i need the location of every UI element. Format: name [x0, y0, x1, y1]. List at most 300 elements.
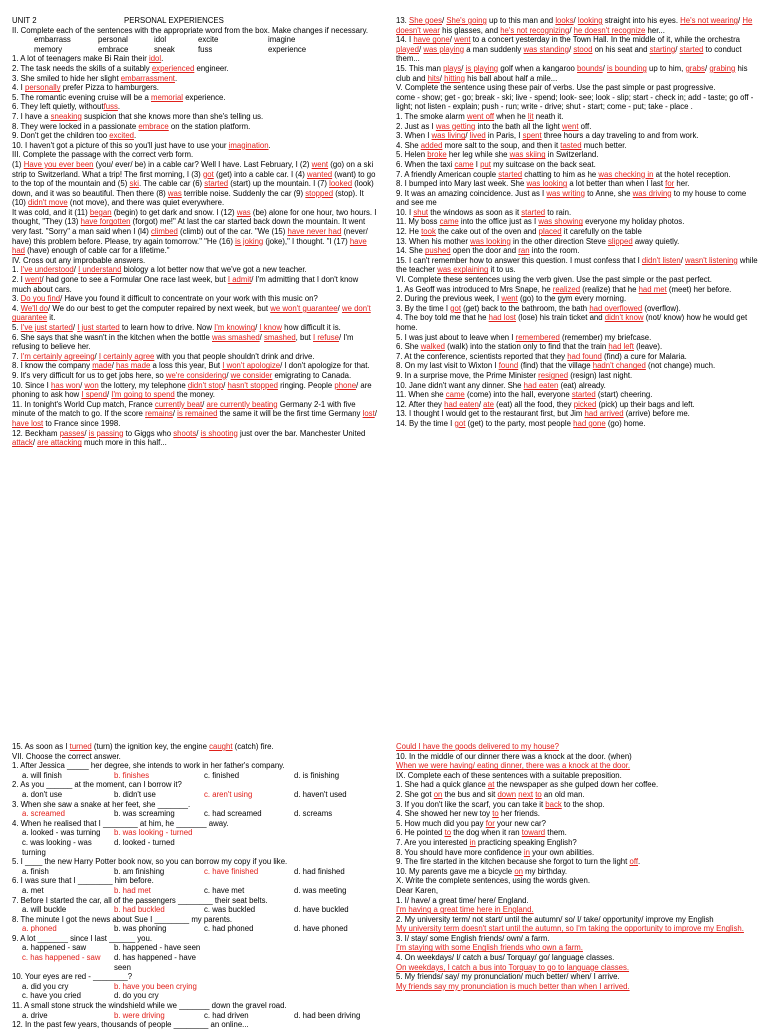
answer-option: d. have buckled — [294, 905, 349, 915]
answer-text: got — [454, 418, 466, 428]
text-line: 2. As you ______ at the moment, can I borrow it? — [12, 780, 182, 790]
answer-text: have forgotten — [80, 217, 131, 227]
answer-option: a. happened - saw — [22, 943, 87, 953]
answer-option: a. did you cry — [22, 981, 69, 991]
text-line — [396, 982, 758, 992]
answer-options — [12, 867, 377, 877]
answer-option: d. had been driving — [294, 1010, 361, 1020]
text-line: 6. She says that she wasn't in the kitchen when the bottle was smashed/ smashed, but I refuse/ I'm refusing to believe her. — [12, 332, 354, 352]
answer-text: put — [480, 159, 491, 169]
answer-option: a. met — [22, 885, 44, 895]
text-line: Dear Karen, — [396, 885, 439, 895]
word-box-item: idol — [154, 35, 167, 45]
text-line: 2. During the previous week, I went (go) to the gym every morning. — [396, 294, 627, 304]
text-line: 2. The task needs the skills of a suitably experienced engineer. — [12, 63, 229, 73]
answer-text: currently beat — [154, 399, 203, 409]
answer-option: c. had screamed — [204, 809, 262, 819]
word-box-item: embrace — [98, 44, 129, 54]
answer-option: b. happened - have seen — [114, 943, 201, 953]
text-line: 4. We'll do/ We do our best to get the computer repaired by next week, but we won't guarantee/ we don't guarantee it. — [12, 303, 371, 323]
text-line: IV. Cross out any improbable answers. — [12, 255, 146, 265]
unit-title: PERSONAL EXPERIENCES — [124, 16, 224, 25]
text-line — [396, 963, 758, 973]
answer-text: took — [421, 227, 436, 237]
answer-options — [12, 905, 377, 915]
answer-text: She's going — [446, 16, 487, 25]
answer-text: in — [469, 837, 476, 847]
word-box-row — [34, 35, 377, 45]
answer-text: He's not wearing — [680, 16, 738, 25]
answer-text: picked — [573, 399, 597, 409]
answer-text: smashed — [264, 332, 296, 342]
answer-text: was getting — [435, 121, 476, 131]
answer-text: broke — [427, 150, 447, 160]
page-title — [12, 16, 377, 26]
text-line: (1) Have you ever been (you/ ever/ be) in a cable car? Well I have. Last February, I (2) went (go) on a ski strip to Switzerland. What a trip! The first morning, I (3) got (get) into a cable car. I (4) wanted (want) to go to the top of the mountain and (5) ski. The cable car (6) started (start) up the mountain. I (7) looked (look) down, and it was so beautiful. Then there (8) was terrible noise. Suddenly the car (9) stopped (stop). It (10) didn't move (not move), and there was quiet everywhere. — [12, 159, 376, 208]
answer-options — [12, 953, 377, 972]
text-line: VII. Choose the correct answer. — [12, 751, 121, 761]
answer-option: d. haven't used — [294, 789, 347, 799]
answer-text: grabing — [709, 63, 736, 73]
answer-options — [12, 771, 377, 781]
answer-text: is passing — [88, 428, 124, 438]
answer-text: is playing — [465, 63, 499, 73]
answer-text: phone — [334, 380, 357, 390]
text-line: II. Complete each of the sentences with the appropriate word from the box. Make changes if necessary. — [12, 25, 369, 35]
answer-option: c. had phoned — [204, 924, 254, 934]
text-line: 13. When his mother was looking in the other direction Steve slipped away quietly. — [396, 236, 680, 246]
answer-text: off — [629, 857, 639, 867]
text-line: 12. In the past few years, thousands of people ________ an online... — [12, 1020, 249, 1030]
answer-text: went — [454, 35, 471, 45]
text-line: 8. On my last visit to Wixton I found (find) that the village hadn't changed (not change) much. — [396, 361, 716, 371]
answer-text: lit — [527, 111, 534, 121]
answer-text: in — [523, 847, 530, 857]
text-line: 5. How much did you pay for your new car? — [396, 818, 546, 828]
answer-text: idol — [148, 54, 162, 64]
answer-options — [12, 924, 377, 934]
answer-text: placed — [538, 227, 562, 237]
answer-text: When we were having/ eating dinner, there was a knock at the door. — [396, 761, 631, 771]
answer-text: I'm staying with some English friends who own a farm. — [396, 943, 583, 953]
text-line: 8. They were locked in a passionate embrace on the station platform. — [12, 121, 251, 131]
answer-text: pushed — [425, 246, 451, 256]
answer-text: I've understood — [20, 265, 74, 275]
answer-text: was living — [431, 131, 466, 141]
answer-text: My university term doesn't start until the autumn, so I'm taking the opportunity to improve my English. — [396, 924, 744, 934]
text-line: 1. After Jessica _____ her degree, she intends to work in her father's company. — [12, 761, 285, 771]
answer-text: won — [84, 380, 99, 390]
answer-text: back — [545, 799, 562, 809]
text-line: 11. A small stone struck the windshield while we _______ down the gravel road. — [12, 1001, 287, 1011]
text-line: 6. I was sure that I ________ him before. — [12, 876, 154, 886]
answer-text: hasn't stopped — [227, 380, 278, 390]
answer-option: a. drive — [22, 1010, 48, 1020]
answer-text: sneaking — [50, 111, 82, 121]
text-line: VI. Complete these sentences using the verb given. Use the past simple or the past perfect. — [396, 275, 712, 285]
text-line: 13. I thought I would get to the restaurant first, but Jim had arrived (arrive) before me. — [396, 409, 690, 419]
answer-text: he's not recognizing — [500, 25, 570, 35]
answer-text: caught — [209, 742, 233, 751]
answer-option: d. has happened - have seen — [114, 953, 196, 972]
answer-text: was standing — [523, 44, 569, 54]
answer-text: played — [396, 44, 419, 54]
text-line: 14. By the time I got (get) to the party, most people had gone (go) home. — [396, 418, 646, 428]
answer-option: a. will buckle — [22, 905, 67, 915]
answer-text: I understand — [78, 265, 122, 275]
text-line: 2. My university term/ not start/ until the autumn/ so/ I/ take/ opportunity/ improve my English — [396, 914, 714, 924]
answer-option — [204, 828, 294, 838]
answer-text: I won't apologize — [222, 361, 281, 371]
answer-text: had eaten — [444, 399, 479, 409]
text-line — [396, 943, 758, 953]
answer-option — [204, 982, 294, 992]
answer-option: a. finish — [22, 866, 49, 876]
text-line: 8. I know the company made/ has made a loss this year, But I won't apologize/ I don't apologize for that. — [12, 361, 370, 371]
text-line: 1. She had a quick glance at the newspaper as she gulped down her coffee. — [396, 780, 659, 790]
answer-text: walked — [420, 342, 445, 352]
text-line: 7. A friendly American couple started chatting to him as he was checking in at the hotel reception. — [396, 169, 731, 179]
text-line: 9. The fire started in the kitchen because she forgot to turn the light off. — [396, 857, 641, 867]
text-line: 10. I shut the windows as soon as it started to rain. — [396, 207, 572, 217]
unit-label: UNIT 2 — [12, 16, 37, 25]
answer-option: c. have you cried — [22, 991, 81, 1001]
text-line: V. Complete the sentence using these pair of verbs. Use the past simple or past progressive. — [396, 83, 716, 93]
answer-text: ran — [518, 246, 530, 256]
answer-text: was looking — [526, 179, 568, 189]
answer-text: didn't know — [604, 313, 644, 323]
text-line: 5. The romantic evening cruise will be a memorial experience. — [12, 92, 226, 102]
text-line: 5. I was just about to leave when I remembered (remember) my briefcase. — [396, 332, 652, 342]
text-line: 3. When she saw a snake at her feet, she _______. — [12, 799, 191, 809]
text-line: 12. After they had eaten/ ate (eat) all the food, they picked (pick) up their bags and left. — [396, 399, 695, 409]
answer-text: memorial — [150, 92, 184, 102]
answer-text: Do you find — [20, 294, 61, 304]
answer-text: hadn't changed — [592, 361, 646, 371]
answer-text: was smashed — [212, 332, 260, 342]
text-line: 3. When I was living/ lived in Paris, I spent three hours a day traveling to and from work. — [396, 131, 699, 141]
answer-text: experienced — [151, 63, 195, 73]
answer-option: d. have phoned — [294, 924, 348, 934]
answer-option: c. have met — [204, 885, 245, 895]
answer-text: has won — [51, 380, 81, 390]
text-line: 14. She pushed open the door and ran into the room. — [396, 246, 580, 256]
answer-text: Have you ever been — [23, 159, 94, 169]
text-line: 7. At the conference, scientists reported that they had found (find) a cure for Malaria. — [396, 351, 687, 361]
answer-text: got — [450, 303, 462, 313]
answer-text: toward — [521, 828, 546, 838]
answer-text: was playing — [423, 44, 465, 54]
text-line: 1. As Geoff was introduced to Mrs Snape, he realized (realize) that he had met (meet) her before. — [396, 284, 732, 294]
answer-text: to — [492, 809, 499, 819]
answer-text: realized — [552, 284, 581, 294]
answer-text: have never had — [287, 227, 342, 237]
text-line: 4. On weekdays/ I/ catch a bus/ Torquay/ go/ language classes. — [396, 953, 615, 963]
answer-text: I know — [259, 323, 282, 332]
answer-text: is bounding — [606, 63, 647, 73]
answer-options — [12, 828, 377, 838]
text-line: 3. She smiled to hide her slight embarrassment. — [12, 73, 178, 83]
text-line: 6. He pointed to the dog when it ran toward them. — [396, 828, 567, 838]
answer-text: fuss — [103, 102, 118, 112]
answer-text: shoots — [173, 428, 197, 438]
answer-text: went — [562, 121, 579, 131]
word-box-item: sneak — [154, 44, 175, 54]
text-line: 2. I went/ had gone to see a Formular One race last week, but I admit/ I'm admitting that I don't know much about cars. — [12, 275, 359, 294]
answer-text: attack — [12, 438, 33, 448]
answer-option: d. screams — [294, 809, 333, 819]
text-line: 10. I haven't got a picture of this so you'll just have to use your imagination. — [12, 140, 271, 150]
answer-text: came — [439, 217, 459, 227]
answer-text: I'm going to spend — [111, 390, 175, 400]
answer-text: I'm having a great time here in England. — [396, 905, 534, 915]
answer-text: ate — [483, 399, 494, 409]
answer-text: had met — [638, 284, 667, 294]
answer-text: remembered — [515, 332, 560, 342]
text-line: 3. Do you find/ Have you found it difficult to concentrate on your work with this music on? — [12, 294, 318, 304]
text-line: 7. I have a sneaking suspicion that she knows more than she's telling us. — [12, 111, 264, 121]
answer-text: added — [420, 140, 443, 150]
answer-text: went — [501, 294, 518, 304]
answer-text: we won't guarantee — [270, 303, 338, 313]
text-line: 1. A lot of teenagers make Bi Rain their idol. — [12, 54, 164, 64]
answer-option: b. was looking - turned — [114, 828, 193, 838]
answer-text: had arrived — [584, 409, 624, 419]
answer-text: looked — [329, 179, 353, 189]
answer-text: remains — [145, 409, 173, 419]
answer-text: started — [679, 44, 704, 54]
text-line: 10. Since I has won/ won the lottery, my telephone didn't stop/ hasn't stopped ringing. People phone/ are phoning to ask how I spend/ I'm going to spend the money. — [12, 380, 372, 400]
text-line: 10. In the middle of our dinner there was a knock at the door. (when) — [396, 751, 632, 761]
answer-option: b. finishes — [114, 770, 150, 780]
answer-text: plays — [443, 63, 462, 73]
answer-text: I admit — [227, 275, 252, 285]
answer-text: have gone — [413, 35, 450, 45]
answer-option: c. was looking - was turning — [22, 837, 92, 857]
text-line: 1. I/ have/ a great time/ here/ England. — [396, 895, 529, 905]
answer-option: d. had finished — [294, 866, 345, 876]
answer-option: c. finished — [204, 770, 240, 780]
answer-text: have had — [12, 236, 367, 256]
answer-text: had overflowed — [589, 303, 643, 313]
answer-text: My friends say my pronunciation is much better than when I arrived. — [396, 981, 630, 991]
answer-text: had eaten — [523, 380, 559, 390]
answer-text: I'm knowing — [214, 323, 256, 332]
text-line: It was cold, and it (11) began (begin) to get dark and snow. I (12) was (be) alone for one hour, two hours. I thought, "They (13) have forgotten (forgot) me!" At last the car started back down the mountain. It went very fast. "Sorry" a man said when I (l4) climbed (climb) out of the car. "We (15) have never had (never/ have) this problem before. Please, try again tomorrow." "He (16) is joking (joke)," I thought. "I (17) have had (have) enough of cable car for a lifetime." — [12, 207, 377, 256]
answer-text: tasted — [560, 140, 582, 150]
answer-option: b. didn't use — [114, 789, 156, 799]
text-line: 11. When she came (come) into the hall, everyone started (start) cheering. — [396, 390, 653, 400]
text-line: 15. I can't remember how to answer this question. I must confess that I didn't listen/ wasn't listening while the teacher was explaining it to us. — [396, 255, 758, 275]
text-line — [396, 742, 758, 752]
answer-text: was showing — [538, 217, 583, 227]
answer-option: c. aren't using — [204, 789, 253, 799]
answer-text: excited — [109, 131, 134, 141]
answer-text: I've just started — [20, 323, 73, 332]
text-line: IX. Complete each of these sentences with a suitable preposition. — [396, 770, 622, 780]
text-line: 4. When he realised that I ________ at him, he _______ away. — [12, 818, 229, 828]
answer-text: I just started — [77, 323, 120, 332]
answer-text: was writing — [546, 188, 585, 198]
answer-text: came — [454, 159, 474, 169]
text-line: 1. I've understood/ I understand biology a lot better now that we've got a new teacher. — [12, 265, 307, 275]
text-line: 9. A lot _______ since I last ______ you. — [12, 933, 153, 943]
answer-text: was — [236, 207, 251, 217]
answer-text: had left — [608, 342, 634, 352]
text-line: 4. I personally prefer Pizza to hamburgers. — [12, 83, 159, 93]
text-line: 3. By the time I got (get) back to the bathroom, the bath had overflowed (overflow). — [396, 303, 681, 313]
text-line: 5. My friends/ say/ my pronunciation/ much better/ when/ I arrive. — [396, 972, 620, 982]
answer-text: was — [167, 188, 182, 198]
word-box-item: personal — [98, 35, 128, 45]
text-line: 1. The smoke alarm went off when he lit neath it. — [396, 111, 564, 121]
answer-options — [12, 1011, 377, 1021]
answer-option: d. was meeting — [294, 885, 347, 895]
answer-text: didn't listen — [641, 255, 681, 265]
answer-text: had gone — [573, 418, 606, 428]
answer-text: hits — [427, 73, 440, 83]
answer-text: was explaining — [437, 265, 489, 275]
answer-text: On weekdays, I catch a bus into Torquay to go to language classes. — [396, 962, 630, 972]
answer-text: looking — [577, 16, 603, 25]
text-line: 14. I have gone/ went to a concert yesterday in the Town Hall. In the middle of it, while the orchestra played/ was playing a man suddenly was standing/ stood on his seat and starting/ started to conduct them... — [396, 35, 742, 64]
answer-text: lived — [469, 131, 486, 141]
answer-text: we're considering — [165, 370, 227, 380]
answer-text: went — [25, 275, 42, 285]
text-line: 12. He took the cake out of the oven and placed it carefully on the table — [396, 227, 642, 237]
text-line: 15. This man plays/ is playing golf when a kangaroo bounds/ is bounding up to him, grabs/ grabing his club and hits/ hitting his ball about half a mile... — [396, 63, 748, 83]
answer-text: we consider — [230, 370, 273, 380]
answer-text: on — [514, 866, 523, 876]
answer-text: wasn't listening — [685, 255, 738, 265]
answer-option: d. do you cry — [114, 991, 159, 1001]
answer-text: didn't stop — [187, 380, 224, 390]
answer-text: spent — [522, 131, 542, 141]
answer-text: got — [202, 169, 214, 179]
text-line: 8. I bumped into Mary last week. She was looking a lot better than when I last for her. — [396, 179, 690, 189]
answer-text: went off — [466, 111, 495, 121]
answer-text: started — [521, 207, 546, 217]
text-line: 7. I'm certainly agreeing/ I certainly agree with you that people shouldn't drink and drive. — [12, 351, 315, 361]
text-line: 7. Are you interested in practicing speaking English? — [396, 837, 577, 847]
text-line: 12. Beckham passes/ is passing to Giggs who shoots/ is shooting just over the bar. Manchester United attack/ are attacking much more in this half... — [12, 428, 366, 448]
answer-text: at — [487, 780, 495, 790]
answer-options — [12, 790, 377, 800]
text-line: 8. You should have more confidence in your own abilities. — [396, 847, 595, 857]
answer-text: started — [498, 169, 523, 179]
answer-option: d. looked - turned — [114, 837, 175, 847]
word-box-item: memory — [34, 44, 63, 54]
answer-text: to — [535, 789, 542, 799]
answer-text: have lost — [12, 418, 44, 428]
text-line: 7. Before I started the car, all of the passengers ________ their seat belts. — [12, 895, 268, 905]
answer-option: a. phoned — [22, 924, 57, 934]
answer-option: b. had buckled — [114, 905, 165, 915]
text-line — [396, 905, 758, 915]
answer-options — [12, 943, 377, 953]
answer-option: c. has happened - saw — [22, 953, 101, 963]
answer-option: a. don't use — [22, 789, 63, 799]
answer-text: imagination — [228, 140, 269, 150]
word-box-item: excite — [198, 35, 219, 45]
answer-text: wanted — [306, 169, 333, 179]
answer-text: She goes — [409, 16, 442, 25]
answer-text: made — [92, 361, 112, 371]
answer-text: was skiing — [509, 150, 546, 160]
text-line: III. Complete the passage with the correct verb form. — [12, 150, 194, 160]
answer-text: embrace — [138, 121, 169, 131]
answer-text: next — [518, 789, 534, 799]
answer-option — [204, 943, 294, 953]
answer-option: a. screamed — [22, 809, 65, 819]
answer-text: had lost — [488, 313, 516, 323]
answer-text: embarrassment — [120, 73, 175, 83]
text-line: 13. She goes/ She's going up to this man and looks/ looking straight into his eyes. He's not wearing/ He doesn't wear his glasses, and he's not recognizing/ he doesn't recognize her... — [396, 16, 753, 35]
answer-options — [12, 982, 377, 992]
answer-text: stood — [573, 44, 593, 54]
answer-option — [204, 838, 294, 857]
answer-text: are currently beating — [206, 399, 278, 409]
answer-text: was looking — [470, 236, 511, 246]
text-line: 2. She got on the bus and sit down next to an old man. — [396, 789, 585, 799]
answer-text: on — [433, 789, 443, 799]
quadrant-bottom-right — [396, 742, 758, 1024]
quadrant-bottom-left — [12, 742, 377, 1030]
text-line: 10. My parents gave me a bicycle on my birthday. — [396, 866, 568, 876]
text-line: 5. I've just started/ I just started to learn how to drive. Now I'm knowing/ I know how difficult it is. — [12, 323, 341, 332]
answer-text: grabs — [685, 63, 705, 73]
text-line: 6. When the taxi came I put my suitcase on the back seat. — [396, 159, 596, 169]
answer-text: for — [665, 179, 675, 189]
answer-text: came — [445, 390, 465, 400]
answer-text: We'll do — [20, 303, 49, 313]
answer-text: personally — [25, 83, 61, 93]
quadrant-top-right — [396, 16, 758, 676]
answer-text: looks — [555, 16, 574, 25]
answer-option: b. were driving — [114, 1010, 165, 1020]
text-line: 15. As soon as I turned (turn) the ignition key, the engine caught (catch) fire. — [12, 742, 274, 751]
text-line: come - show; get - go; break - ski; live - spend; look- see; look - slip; start - check in; add - taste; go off - light; not listen - explain; push - run; write - drive; shut - start; come - put; take - place . — [396, 92, 754, 112]
text-line: 2. Just as I was getting into the bath all the light went off. — [396, 121, 592, 131]
answer-option: b. was screaming — [114, 809, 175, 819]
text-line: 4. She showed her new toy to her friends. — [396, 809, 540, 819]
text-line: 8. The minute I got the news about Sue I ________ my parents. — [12, 914, 233, 924]
answer-text: is joking — [235, 236, 264, 246]
text-line: 10. Jane didn't want any dinner. She had eaten (eat) already. — [396, 380, 606, 390]
answer-option: c. had driven — [204, 1010, 249, 1020]
answer-text: shut — [413, 207, 429, 217]
word-box-row — [34, 45, 377, 55]
answer-option: b. have you been crying — [114, 981, 197, 991]
answer-option: a. will finish — [22, 770, 62, 780]
text-line: 9. Don't get the children too excited. — [12, 131, 137, 141]
answer-text: is remained — [177, 409, 218, 419]
answer-text: lost — [362, 409, 375, 419]
answer-text: hitting — [444, 73, 465, 83]
text-line: 4. The boy told me that he had lost (lose) his train ticket and didn't know (not/ know) how he would get home. — [396, 313, 748, 332]
text-line: 10. Your eyes are red - ________? — [12, 972, 133, 982]
answer-text: didn't move — [28, 198, 68, 208]
answer-text: has made — [116, 361, 151, 371]
answer-text: resigned — [538, 370, 569, 380]
answer-text: are attacking — [37, 438, 82, 448]
answer-option: c. was buckled — [204, 905, 256, 915]
answer-text: found — [498, 361, 519, 371]
answer-options — [12, 838, 377, 857]
text-line: 9. It was an amazing coincidence. Just as I was writing to Anne, she was driving to my house to come and see me — [396, 188, 747, 208]
word-box-item: fuss — [198, 44, 213, 54]
answer-option: a. looked - was turning — [22, 828, 101, 838]
